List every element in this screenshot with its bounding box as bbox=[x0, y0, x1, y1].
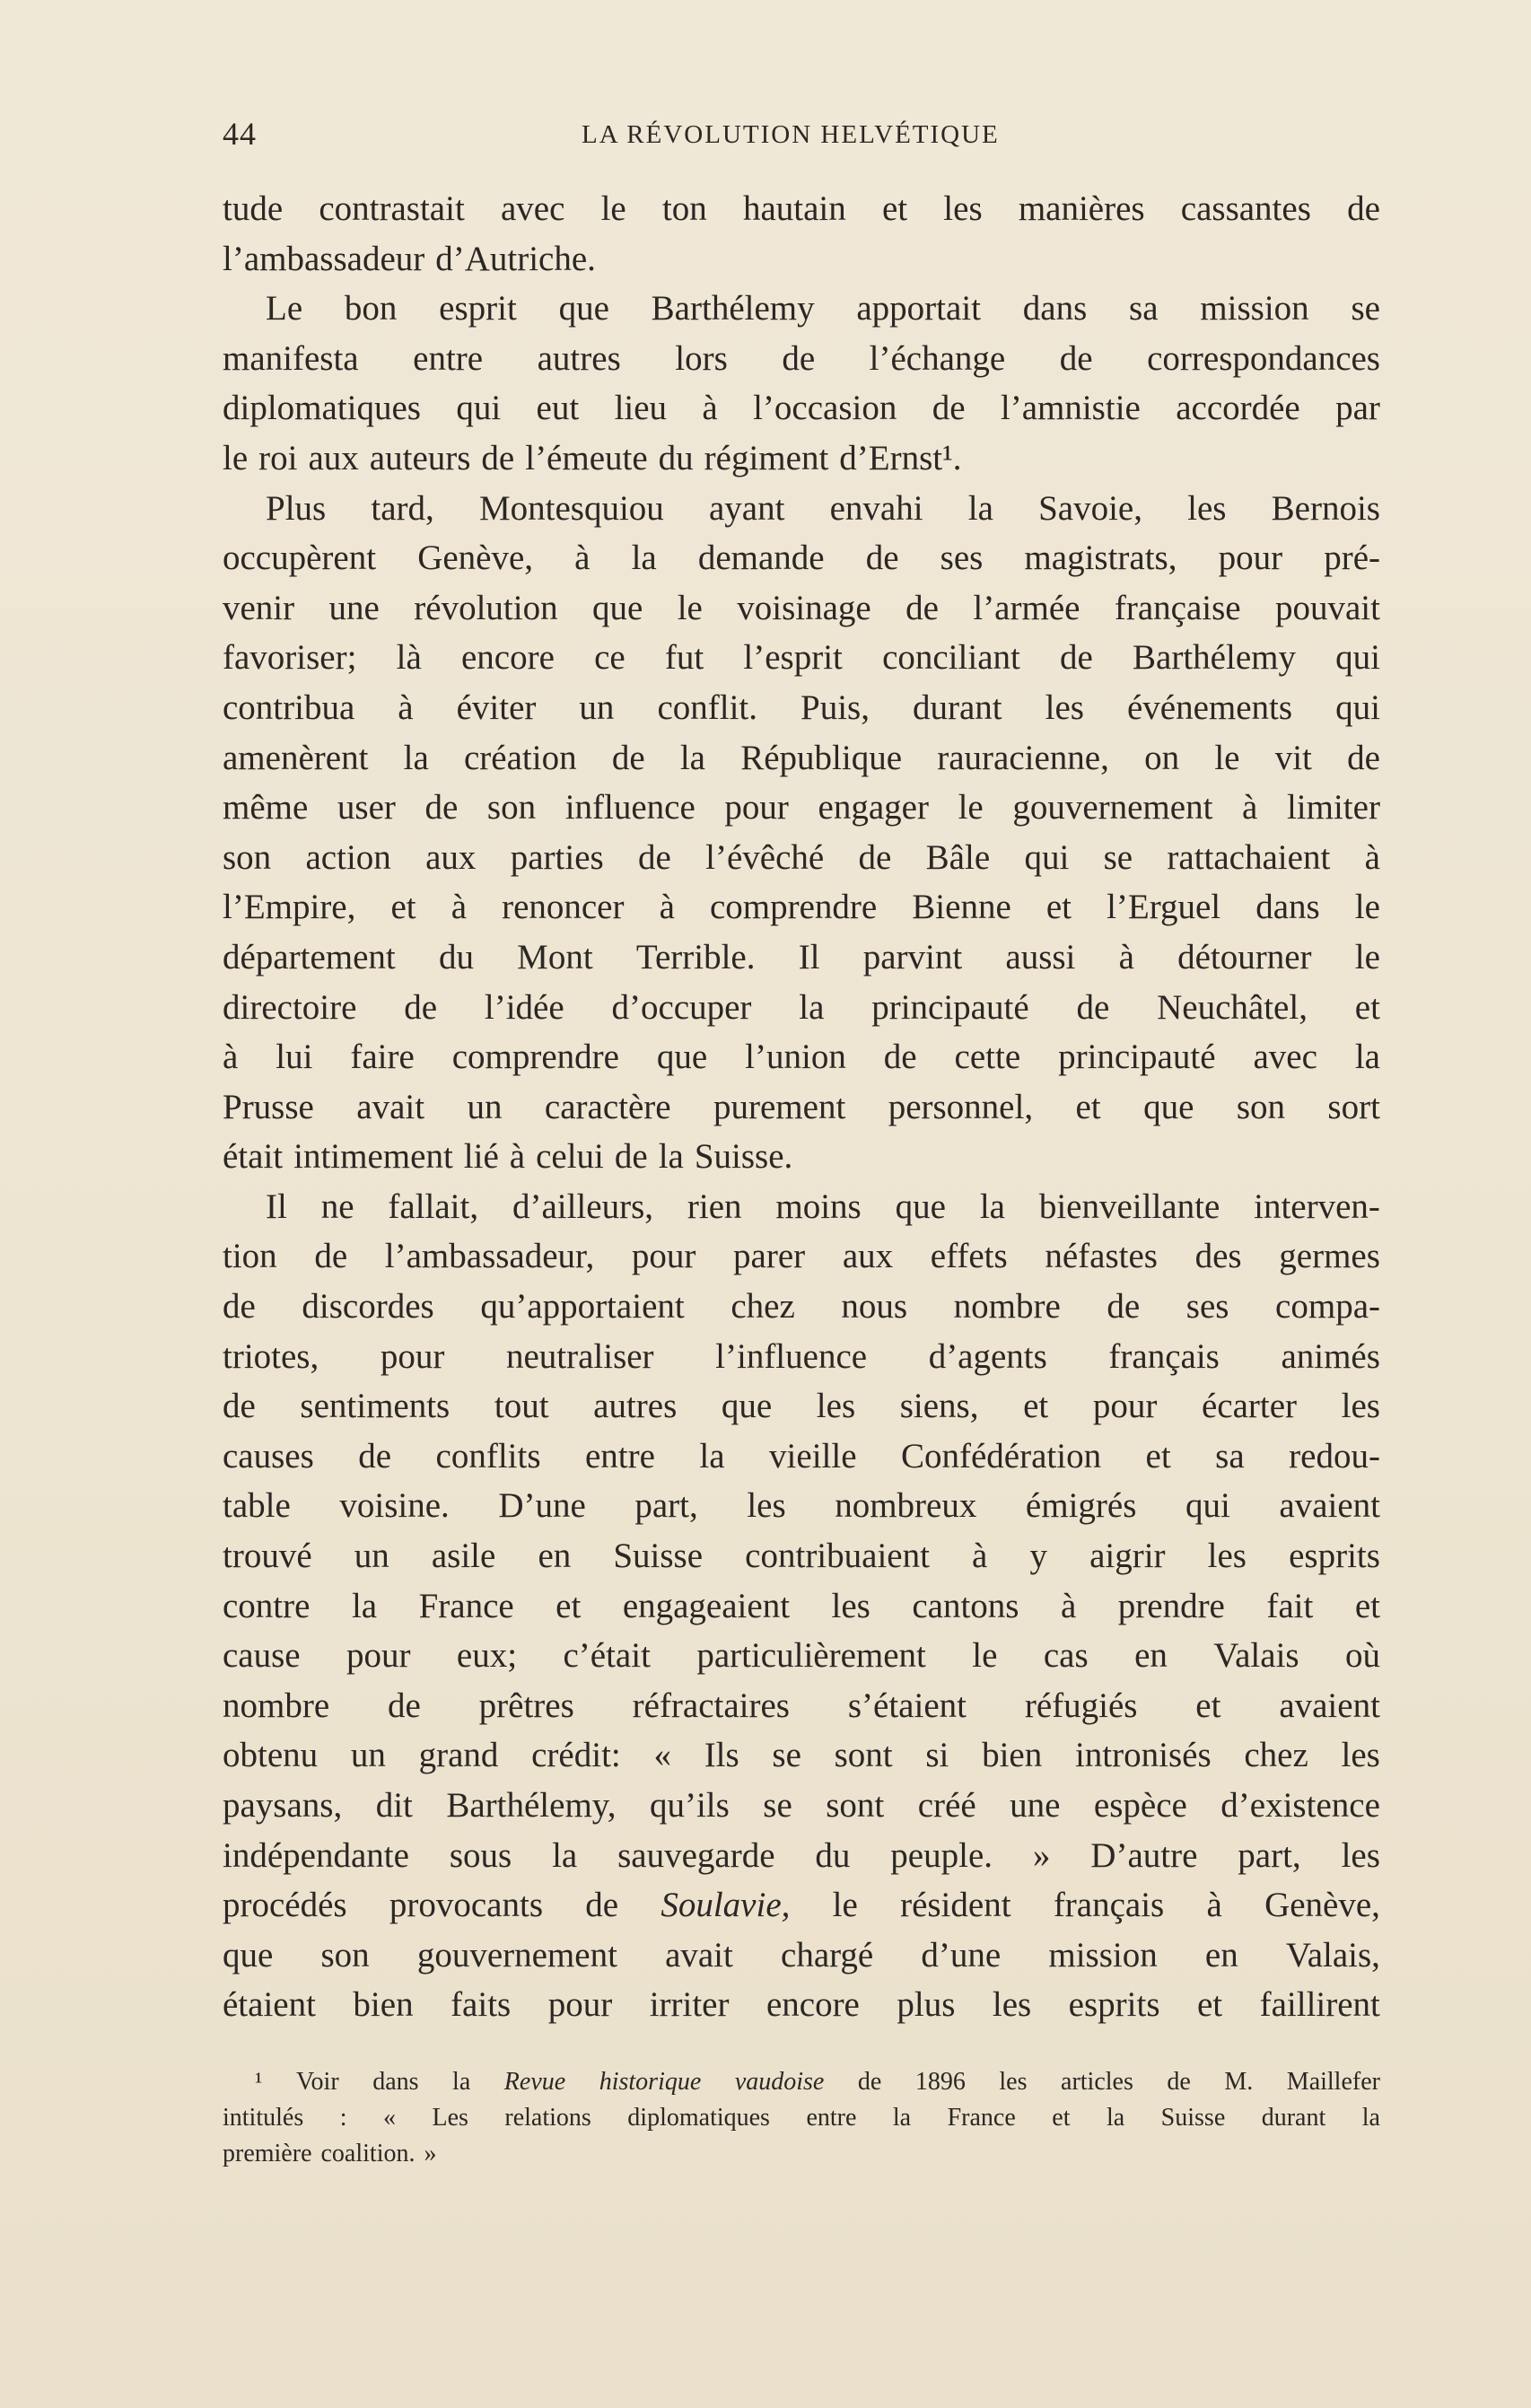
text-line: Plus tard, Montesquiou ayant envahi la Savoie, les Bernois bbox=[266, 488, 1380, 528]
text-line: tude contrastait avec le ton hautain et les manières cassantes de bbox=[223, 189, 1380, 228]
text-line: contre la France et engageaient les cantons à prendre fait et bbox=[223, 1586, 1380, 1625]
text-line: le roi aux auteurs de l’émeute du régiment d’Ernst¹. bbox=[223, 438, 962, 477]
text-line: tion de l’ambassadeur, pour parer aux effets néfastes des germes bbox=[223, 1237, 1380, 1276]
text-line: son action aux parties de l’évêché de Bâle qui se rattachaient à bbox=[223, 837, 1380, 877]
body-text bbox=[223, 184, 1380, 2030]
text-line: étaient bien faits pour irriter encore plus les esprits et faillirent bbox=[223, 1985, 1380, 2025]
text-line: de discordes qu’apportaient chez nous nombre de ses compa- bbox=[223, 1287, 1380, 1327]
text-line: Le bon esprit que Barthélemy apportait dans sa mission se bbox=[266, 289, 1380, 328]
text-line: occupèrent Genève, à la demande de ses magistrats, pour pré- bbox=[223, 539, 1380, 578]
text-line: département du Mont Terrible. Il parvint aussi à détourner le bbox=[223, 937, 1380, 976]
footnotes bbox=[223, 2064, 1380, 2172]
text-line: Prusse avait un caractère purement personnel, et que son sort bbox=[223, 1087, 1380, 1126]
text-line: Il ne fallait, d’ailleurs, rien moins que la bienveillante interven- bbox=[266, 1186, 1380, 1226]
text-line: même user de son influence pour engager le gouvernement à limiter bbox=[223, 788, 1380, 827]
text-line: l’ambassadeur d’Autriche. bbox=[223, 239, 596, 278]
text-line: à lui faire comprendre que l’union de cette principauté avec la bbox=[223, 1038, 1380, 1077]
footnote-line: première coalition. » bbox=[223, 2140, 437, 2167]
text-line: paysans, dit Barthélemy, qu’ils se sont créé une espèce d’existence bbox=[223, 1786, 1380, 1825]
text-line: était intimement lié à celui de la Suisse. bbox=[223, 1137, 793, 1177]
text-line: amenèrent la création de la République rauracienne, on le vit de bbox=[223, 738, 1380, 777]
text-line: cause pour eux; c’était particulièrement le cas en Valais où bbox=[223, 1636, 1380, 1676]
text-line: directoire de l’idée d’occuper la principauté de Neuchâtel, et bbox=[223, 987, 1380, 1027]
text-line: indépendante sous la sauvegarde du peuple. » D’autre part, les bbox=[223, 1835, 1380, 1875]
footnote-line: ¹ Voir dans la Revue historique vaudoise de 1896 les articles de M. Maillefer bbox=[255, 2068, 1380, 2096]
text-line: diplomatiques qui eut lieu à l’occasion de l’amnistie accordée par bbox=[223, 389, 1380, 428]
text-line: table voisine. D’une part, les nombreux émigrés qui avaient bbox=[223, 1486, 1380, 1526]
running-title: LA RÉVOLUTION HELVÉTIQUE bbox=[582, 120, 1000, 149]
text-line: favoriser; là encore ce fut l’esprit conciliant de Barthélemy qui bbox=[223, 638, 1380, 678]
text-line: venir une révolution que le voisinage de l’armée française pouvait bbox=[223, 588, 1380, 627]
text-line: nombre de prêtres réfractaires s’étaient réfugiés et avaient bbox=[223, 1686, 1380, 1725]
text-line: de sentiments tout autres que les siens, et pour écarter les bbox=[223, 1387, 1380, 1426]
text-line: causes de conflits entre la vieille Confédération et sa redou- bbox=[223, 1436, 1380, 1475]
text-line: l’Empire, et à renoncer à comprendre Bienne et l’Erguel dans le bbox=[223, 888, 1380, 927]
text-line: trouvé un asile en Suisse contribuaient à y aigrir les esprits bbox=[223, 1537, 1380, 1576]
text-line: contribua à éviter un conflit. Puis, durant les événements qui bbox=[223, 687, 1380, 727]
text-line: triotes, pour neutraliser l’influence d’agents français animés bbox=[223, 1336, 1380, 1376]
footnote-line: intitulés : « Les relations diplomatiques entre la France et la Suisse durant la bbox=[223, 2104, 1380, 2132]
text-line: obtenu un grand crédit: « Ils se sont si bien intronisés chez les bbox=[223, 1736, 1380, 1775]
text-line: procédés provocants de Soulavie, le résident français à Genève, bbox=[223, 1886, 1380, 1925]
text-line: que son gouvernement avait chargé d’une mission en Valais, bbox=[223, 1935, 1380, 1975]
page-header bbox=[223, 115, 1380, 151]
text-line: manifesta entre autres lors de l’échange de correspondances bbox=[223, 338, 1380, 378]
page-number: 44 bbox=[223, 116, 257, 152]
